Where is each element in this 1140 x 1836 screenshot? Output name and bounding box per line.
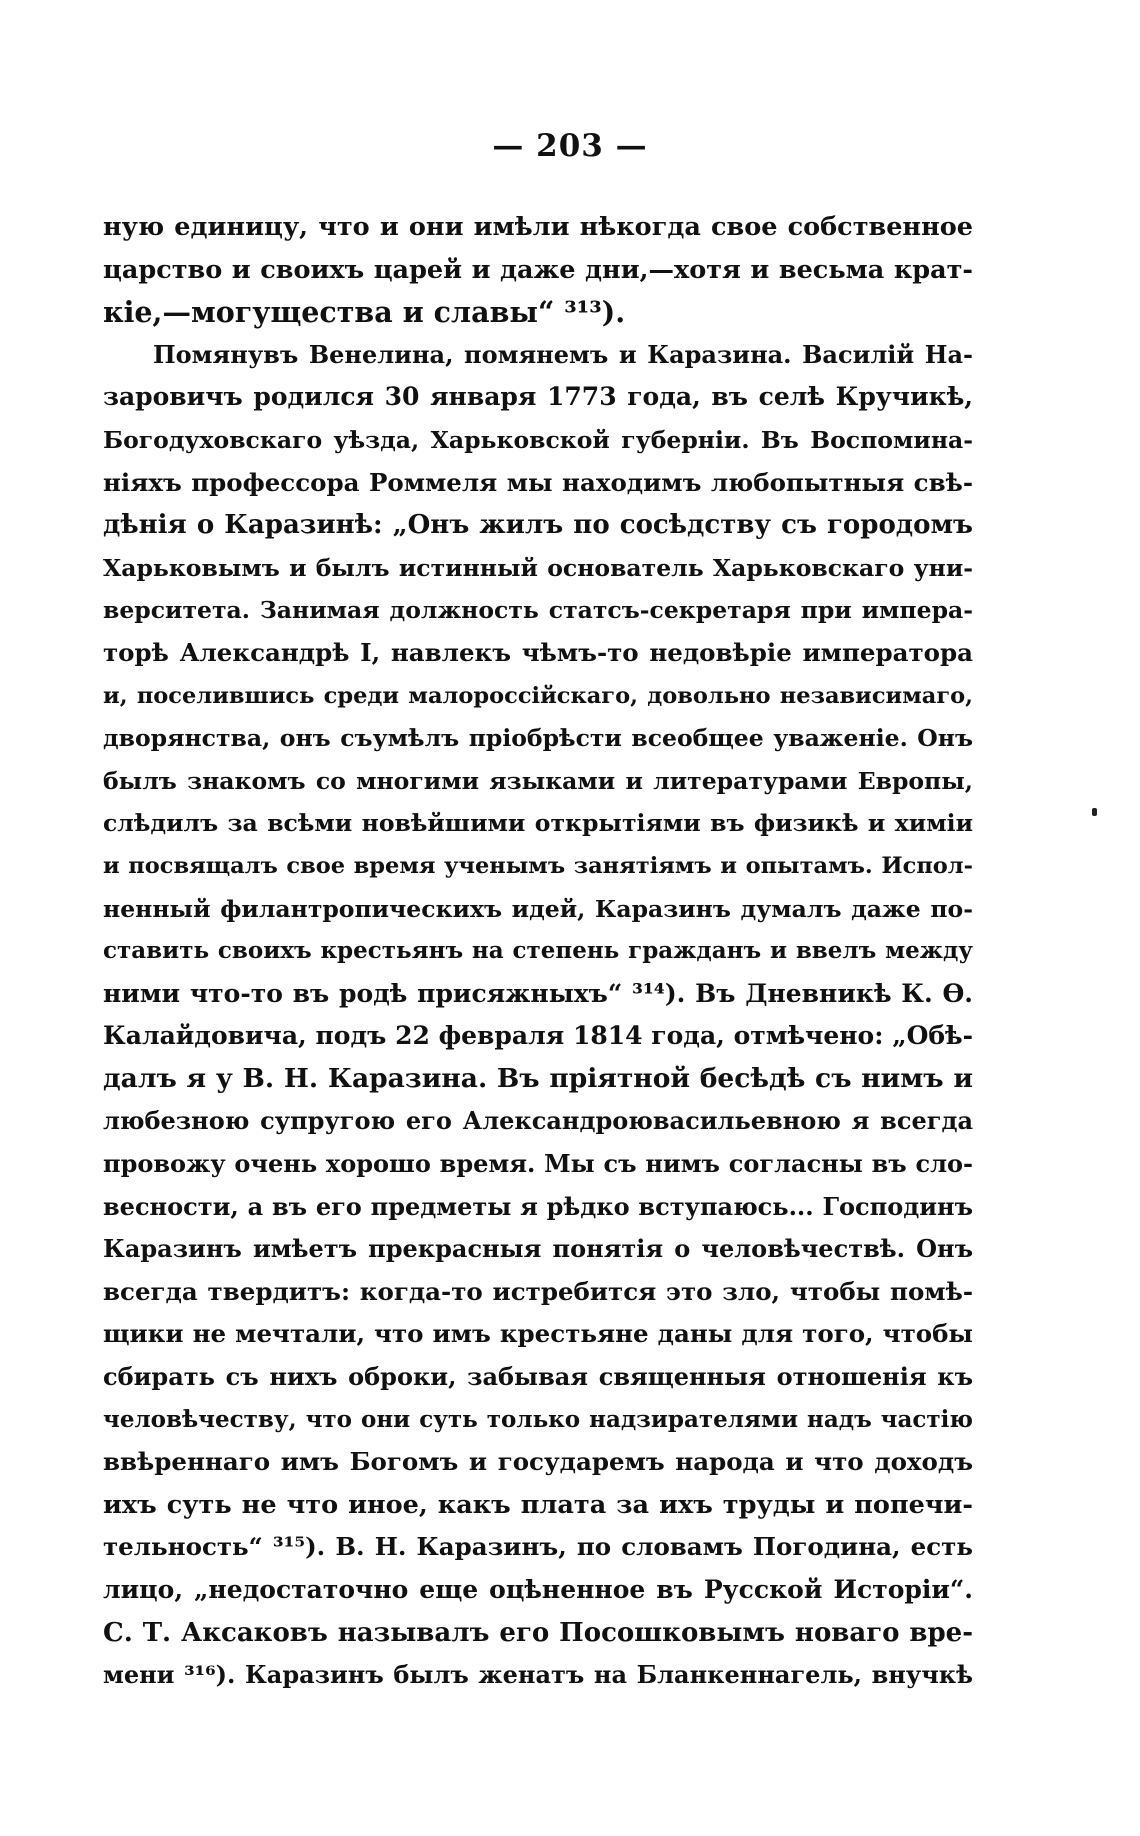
text-line: заровичъ родился 30 января 1773 года, въ селѣ Кручикѣ,: [103, 382, 973, 412]
text-line: Калайдовича, подъ 22 февраля 1814 года, отмѣчено: „Обѣ-: [103, 1021, 973, 1051]
text-line: ненный филантропическихъ идей, Каразинъ думалъ даже по-: [103, 894, 973, 923]
text-line: царство и своихъ царей и даже дни,—хотя и весьма крат-: [103, 254, 973, 285]
scan-speck: [1092, 808, 1097, 816]
text-line: кіе,—могущества и славы“ ³¹³).: [103, 295, 626, 330]
text-line: и, поселившись среди малороссійскаго, довольно независимаго,: [103, 682, 973, 709]
text-line: щики не мечтали, что имъ крестьяне даны для того, чтобы: [103, 1319, 973, 1349]
text-line: весности, а въ его предметы я рѣдко вступаюсь... Господинъ: [103, 1191, 973, 1221]
text-line: торѣ Александрѣ I, навлекъ чѣмъ-то недовѣріе императора: [103, 637, 973, 667]
text-line: ними что-то въ родѣ присяжныхъ“ ³¹⁴). Въ Дневникѣ К. Ѳ.: [103, 978, 973, 1008]
text-line: лицо, „недостаточно еще оцѣненное въ Русской Исторіи“.: [103, 1575, 973, 1604]
text-line: и посвящалъ свое время ученымъ занятіямъ и опытамъ. Испол-: [103, 852, 973, 879]
text-line: ввѣреннаго имъ Богомъ и государемъ народа и что доходъ: [103, 1447, 973, 1477]
page-number: — 203 —: [492, 128, 648, 164]
text-line: ніяхъ профессора Роммеля мы находимъ любопытныя свѣ-: [103, 467, 973, 497]
text-line: С. Т. Аксаковъ называлъ его Посошковымъ новаго вре-: [103, 1617, 973, 1648]
text-line: дворянства, онъ съумѣлъ пріобрѣсти всеобщее уваженіе. Онъ: [103, 724, 973, 753]
text-line: ставить своихъ крестьянъ на степень гражданъ и ввелъ между: [103, 937, 973, 965]
text-line: Каразинъ имѣетъ прекрасныя понятія о человѣчествѣ. Онъ: [103, 1234, 973, 1264]
text-line: Богодуховскаго уѣзда, Харьковской губерніи. Въ Воспомина-: [103, 425, 973, 454]
text-line: былъ знакомъ со многими языками и литературами Европы,: [103, 766, 973, 795]
text-line: Помянувъ Венелина, помянемъ и Каразина. Василій На-: [153, 339, 973, 369]
text-line: ихъ суть не что иное, какъ плата за ихъ труды и попечи-: [103, 1489, 973, 1520]
text-line: далъ я у В. Н. Каразина. Въ пріятной бесѣдѣ съ нимъ и: [103, 1062, 973, 1094]
text-line: ную единицу, что и они имѣли нѣкогда свое собственное: [103, 212, 973, 242]
text-line: провожу очень хорошо время. Мы съ нимъ согласны въ сло-: [103, 1149, 973, 1179]
text-line: верситета. Занимая должность статсъ-секретаря при импера-: [103, 596, 973, 625]
text-line: любезною супругою его Александроювасильевною я всегда: [103, 1106, 973, 1136]
text-line: Харьковымъ и былъ истинный основатель Харьковскаго уни-: [103, 553, 973, 582]
text-line: тельность“ ³¹⁵). В. Н. Каразинъ, по словамъ Погодина, есть: [103, 1532, 973, 1562]
text-line: сбирать съ нихъ оброки, забывая священныя отношенія къ: [103, 1362, 973, 1392]
text-line: дѣнія о Каразинѣ: „Онъ жилъ по сосѣдству съ городомъ: [103, 510, 973, 541]
text-line: мени ³¹⁶). Каразинъ былъ женатъ на Бланкеннагель, внучкѣ: [103, 1660, 973, 1690]
body-text: [103, 206, 973, 1697]
text-line: всегда твердитъ: когда-то истребится это зло, чтобы помѣ-: [103, 1276, 973, 1306]
text-line: человѣчеству, что они суть только надзирателями надъ частію: [103, 1405, 973, 1433]
text-line: слѣдилъ за всѣми новѣйшими открытіями въ физикѣ и химіи: [103, 809, 973, 838]
